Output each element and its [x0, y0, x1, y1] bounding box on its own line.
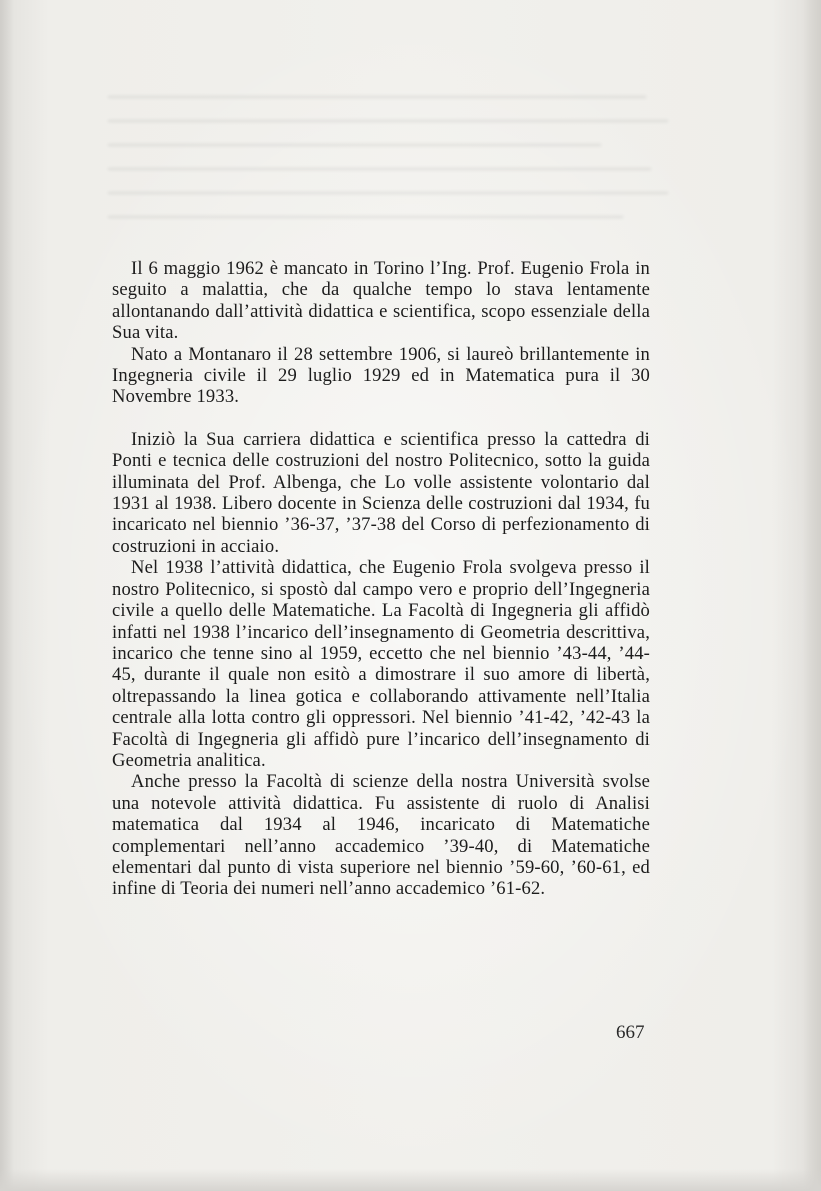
- paragraph-early-career: Iniziò la Sua carriera didattica e scientifica presso la cattedra di Ponti e tecnica delle costruzioni del nostro Politecnico, sotto la guida illuminata del Prof. Albenga, che Lo volle assistente volontario dal 1931 al 1938. Libero docente in Scienza delle costruzioni dal 1934, fu incaricato nel biennio ’36-37, ’37-38 del Corso di perfezionamento di costruzioni in acciaio.: [112, 428, 650, 557]
- paragraph-death-notice: Il 6 maggio 1962 è mancato in Torino l’Ing. Prof. Eugenio Frola in seguito a malattia, che da qualche tempo lo stava lentamente allontanando dall’attività didattica e scientifica, scopo essenziale della Sua vita.: [112, 258, 650, 344]
- page-shadow-right: [803, 0, 821, 1191]
- body-text: [112, 258, 650, 900]
- page-shadow-left: [0, 0, 14, 1191]
- paragraph-education: Nato a Montanaro il 28 settembre 1906, si laureò brillantemente in Ingegneria civile il 29 luglio 1929 ed in Matematica pura il 30 Novembre 1933.: [112, 343, 650, 408]
- paragraph-mathematics-teaching: Nel 1938 l’attività didattica, che Eugenio Frola svolgeva presso il nostro Politecnico, si spostò dal campo vero e proprio dell’Ingegneria civile a quello delle Matematiche. La Facoltà di Ingegneria gli affidò infatti nel 1938 l’incarico dell’insegnamento di Geometria descrittiva, incarico che tenne sino al 1959, eccetto che nel biennio ’43-44, ’44-45, durante il quale non esitò a dimostrare il suo amore di libertà, oltrepassando la linea gotica e collaborando attivamente nell’Italia centrale alla lotta contro gli oppressori. Nel biennio ’41-42, ’42-43 la Facoltà di Ingegneria gli affidò pure l’incarico dell’insegnamento di Geometria analitica.: [112, 557, 650, 771]
- page-shadow-bottom: [0, 1169, 821, 1191]
- paragraph-university-activity: Anche presso la Facoltà di scienze della nostra Università svolse una notevole attività didattica. Fu assistente di ruolo di Analisi matematica dal 1934 al 1946, incaricato di Matematiche complementari nell’anno accademico ’39-40, di Matematiche elementari dal punto di vista superiore nel biennio ’59-60, ’60-61, ed infine di Teoria dei numeri nell’anno accademico ’61-62.: [112, 771, 650, 900]
- reverse-side-bleed-through: [108, 96, 668, 246]
- page-number: 667: [616, 1022, 645, 1043]
